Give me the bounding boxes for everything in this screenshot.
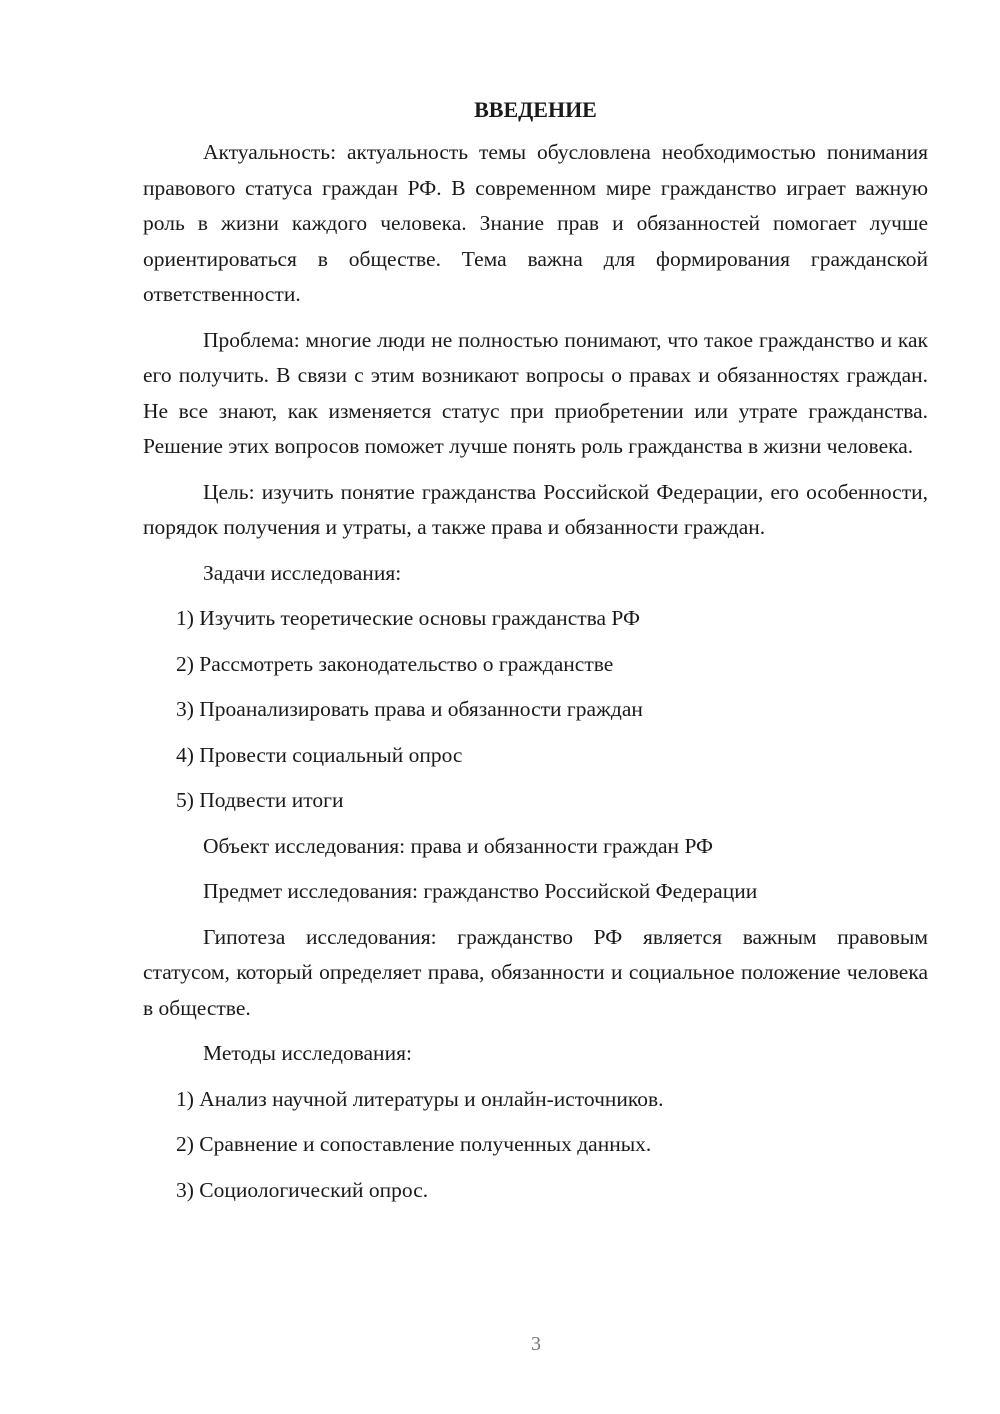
task-item: 5) Подвести итоги: [176, 788, 344, 812]
task-item: 3) Проанализировать права и обязанности граждан: [176, 697, 643, 721]
tasks-heading: Задачи исследования:: [203, 560, 402, 585]
research-object: Объект исследования: права и обязанности граждан РФ: [203, 833, 714, 858]
hypothesis-paragraph: Гипотеза исследования: гражданство РФ является важным правовым статусом, который определяет права, обязанности и социальное положение человека в обществе.: [143, 924, 928, 1020]
goal-paragraph: Цель: изучить понятие гражданства Российской Федерации, его особенности, порядок получения и утраты, а также права и обязанности граждан.: [143, 479, 928, 539]
methods-heading: Методы исследования:: [203, 1041, 412, 1065]
page-content: [143, 92, 928, 1218]
task-item: 4) Провести социальный опрос: [176, 742, 463, 767]
relevance-paragraph: Актуальность: актуальность темы обусловлена необходимостью понимания правового статуса граждан РФ. В современном мире гражданство играет важную роль в жизни каждого человека. Знание прав и обязанностей помогает лучше ориентироваться в обществе. Тема важна для формирования гражданской ответственности.: [143, 140, 928, 306]
method-item: 3) Социологический опрос.: [176, 1177, 429, 1202]
task-item: 1) Изучить теоретические основы гражданства РФ: [176, 606, 640, 630]
problem-paragraph: Проблема: многие люди не полностью понимают, что такое гражданство и как его получить. В связи с этим возникают вопросы о правах и обязанностях граждан. Не все знают, как изменяется статус при приобретении или утрате гражданства. Решение этих вопросов поможет лучше понять роль гражданства в жизни человека.: [143, 327, 928, 458]
page-number: 3: [531, 1333, 541, 1355]
page-title: ВВЕДЕНИЕ: [474, 97, 597, 122]
method-item: 1) Анализ научной литературы и онлайн-источников.: [176, 1086, 664, 1111]
research-subject: Предмет исследования: гражданство Российской Федерации: [203, 879, 758, 903]
method-item: 2) Сравнение и сопоставление полученных данных.: [176, 1132, 652, 1156]
task-item: 2) Рассмотреть законодательство о гражданстве: [176, 651, 614, 676]
